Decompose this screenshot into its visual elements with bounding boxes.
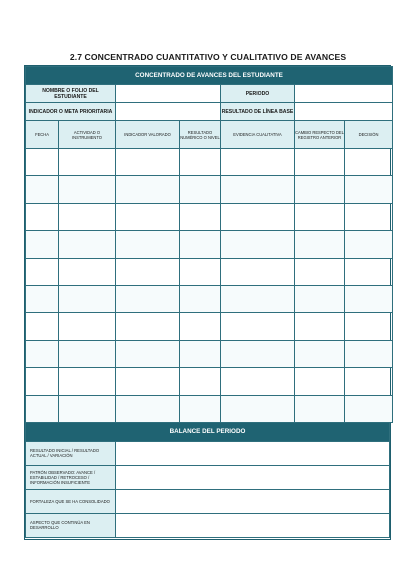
- balance-label: PATRÓN OBSERVADO: AVANCE / ESTABILIDAD / RETROCESO / INFORMACIÓN INSUFICIENTE: [26, 465, 116, 489]
- table-row: [26, 149, 393, 176]
- balance-input[interactable]: [116, 465, 390, 489]
- table-cell-input[interactable]: [221, 340, 295, 367]
- table-cell-input[interactable]: [26, 285, 59, 312]
- table-cell-input[interactable]: [295, 395, 345, 422]
- table-cell-input[interactable]: [59, 340, 116, 367]
- label-indicador-meta: INDICADOR O META PRIORITARIA: [26, 103, 116, 121]
- table-cell-input[interactable]: [345, 149, 393, 176]
- data-rows: [26, 149, 393, 423]
- balance-label: FORTALEZA QUE SE HA CONSOLIDADO: [26, 489, 116, 513]
- table-cell-input[interactable]: [345, 176, 393, 203]
- table-cell-input[interactable]: [180, 258, 221, 285]
- table-cell-input[interactable]: [345, 395, 393, 422]
- table-cell-input[interactable]: [180, 203, 221, 230]
- input-indicador-meta[interactable]: [116, 103, 221, 121]
- table-cell-input[interactable]: [116, 340, 180, 367]
- balance-label: ASPECTO QUE CONTINÚA EN DESARROLLO: [26, 513, 116, 537]
- balance-input[interactable]: [116, 489, 390, 513]
- table-cell-input[interactable]: [59, 395, 116, 422]
- table-row: [26, 203, 393, 230]
- table-cell-input[interactable]: [345, 285, 393, 312]
- table-row: [26, 368, 393, 395]
- table-cell-input[interactable]: [295, 368, 345, 395]
- table-row: [26, 176, 393, 203]
- table-cell-input[interactable]: [221, 149, 295, 176]
- table-cell-input[interactable]: [180, 285, 221, 312]
- balance-label: RESULTADO INICIAL / RESULTADO ACTUAL / VARIACIÓN: [26, 441, 116, 465]
- table-cell-input[interactable]: [116, 258, 180, 285]
- table-row: [26, 258, 393, 285]
- input-name-folio[interactable]: [116, 85, 221, 103]
- table-cell-input[interactable]: [59, 258, 116, 285]
- table-cell-input[interactable]: [295, 176, 345, 203]
- progress-form: [24, 65, 391, 540]
- table-cell-input[interactable]: [221, 395, 295, 422]
- column-header-row: [26, 121, 393, 149]
- table-cell-input[interactable]: [26, 231, 59, 258]
- table-cell-input[interactable]: [295, 340, 345, 367]
- table-cell-input[interactable]: [180, 395, 221, 422]
- column-header: DECISIÓN: [345, 121, 393, 149]
- table-cell-input[interactable]: [116, 395, 180, 422]
- table-cell-input[interactable]: [116, 203, 180, 230]
- table-cell-input[interactable]: [295, 231, 345, 258]
- label-resultado-base: RESULTADO DE LÍNEA BASE: [221, 103, 295, 121]
- table-row: [26, 285, 393, 312]
- table-cell-input[interactable]: [26, 149, 59, 176]
- table-cell-input[interactable]: [221, 231, 295, 258]
- table-cell-input[interactable]: [295, 258, 345, 285]
- table-cell-input[interactable]: [26, 258, 59, 285]
- table-cell-input[interactable]: [26, 368, 59, 395]
- table-cell-input[interactable]: [59, 176, 116, 203]
- table-cell-input[interactable]: [180, 368, 221, 395]
- table-cell-input[interactable]: [295, 285, 345, 312]
- balance-table: [25, 422, 390, 538]
- table-cell-input[interactable]: [345, 313, 393, 340]
- column-header: RESULTADO NUMÉRICO O NIVEL: [180, 121, 221, 149]
- table-cell-input[interactable]: [26, 203, 59, 230]
- table-cell-input[interactable]: [295, 203, 345, 230]
- table-cell-input[interactable]: [180, 313, 221, 340]
- student-progress-table: [25, 66, 393, 423]
- label-periodo: PERIODO: [221, 85, 295, 103]
- balance-input[interactable]: [116, 513, 390, 537]
- table-cell-input[interactable]: [180, 340, 221, 367]
- table-cell-input[interactable]: [116, 176, 180, 203]
- table-row: [26, 313, 393, 340]
- column-header: ACTIVIDAD O INSTRUMENTO: [59, 121, 116, 149]
- table-cell-input[interactable]: [180, 176, 221, 203]
- table-cell-input[interactable]: [221, 313, 295, 340]
- table-cell-input[interactable]: [345, 368, 393, 395]
- table-cell-input[interactable]: [59, 203, 116, 230]
- table-cell-input[interactable]: [26, 395, 59, 422]
- section-title-balance: BALANCE DEL PERIODO: [26, 422, 390, 441]
- table-cell-input[interactable]: [26, 340, 59, 367]
- table-cell-input[interactable]: [116, 231, 180, 258]
- table-row: [26, 395, 393, 422]
- table-cell-input[interactable]: [221, 258, 295, 285]
- label-name-folio: NOMBRE O FOLIO DEL ESTUDIANTE: [26, 85, 116, 103]
- table-cell-input[interactable]: [116, 149, 180, 176]
- input-periodo[interactable]: [295, 85, 393, 103]
- table-cell-input[interactable]: [221, 285, 295, 312]
- table-cell-input[interactable]: [59, 313, 116, 340]
- table-cell-input[interactable]: [345, 231, 393, 258]
- table-row: [26, 340, 393, 367]
- table-cell-input[interactable]: [59, 368, 116, 395]
- table-cell-input[interactable]: [345, 258, 393, 285]
- column-header: EVIDENCIA CUALITATIVA: [221, 121, 295, 149]
- column-header: CAMBIO RESPECTO DEL REGISTRO ANTERIOR: [295, 121, 345, 149]
- table-cell-input[interactable]: [345, 203, 393, 230]
- table-cell-input[interactable]: [221, 176, 295, 203]
- balance-input[interactable]: [116, 441, 390, 465]
- table-cell-input[interactable]: [116, 313, 180, 340]
- table-cell-input[interactable]: [59, 149, 116, 176]
- table-cell-input[interactable]: [59, 231, 116, 258]
- table-cell-input[interactable]: [295, 149, 345, 176]
- table-cell-input[interactable]: [26, 313, 59, 340]
- table-cell-input[interactable]: [26, 176, 59, 203]
- table-cell-input[interactable]: [59, 285, 116, 312]
- table-cell-input[interactable]: [180, 149, 221, 176]
- column-header: FECHA: [26, 121, 59, 149]
- document-title: 2.7 CONCENTRADO CUANTITATIVO Y CUALITATIVO DE AVANCES: [69, 52, 347, 62]
- input-resultado-base[interactable]: [295, 103, 393, 121]
- column-header: INDICADOR VALORADO: [116, 121, 180, 149]
- table-row: [26, 231, 393, 258]
- table-cell-input[interactable]: [345, 340, 393, 367]
- table-cell-input[interactable]: [180, 231, 221, 258]
- section-title-student: CONCENTRADO DE AVANCES DEL ESTUDIANTE: [26, 67, 393, 85]
- table-cell-input[interactable]: [221, 203, 295, 230]
- table-cell-input[interactable]: [221, 368, 295, 395]
- table-cell-input[interactable]: [295, 313, 345, 340]
- table-cell-input[interactable]: [116, 285, 180, 312]
- table-cell-input[interactable]: [116, 368, 180, 395]
